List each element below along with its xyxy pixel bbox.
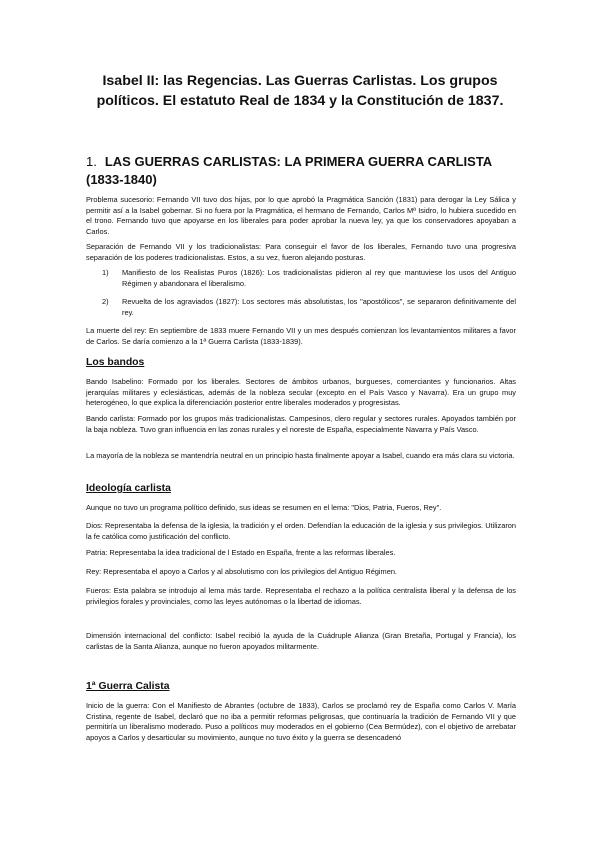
section-heading-guerras-carlistas [86, 153, 526, 189]
paragraph-patria: Patria: Representaba la idea tradicional de l Estado en España, frente a las reformas liberales. [86, 548, 396, 557]
paragraph-lema: Aunque no tuvo un programa político definido, sus ideas se resumen en el lema: "Dios, Patria, Fueros, Rey". [86, 503, 442, 512]
list-number: 2) [102, 297, 109, 306]
paragraph-problema-sucesorio: Problema sucesorio: Fernando VII tuvo dos hijas, por lo que aprobó la Pragmática Sanción (1831) para derogar la Ley Sálica y permitir así a la Isabel gobernar. Si no fuera por la Pragmática, el hermano de Fernando, Carlos Mª Isidro, lo hubiera sucedido en el trono. Fernando tuvo que apoyarse en los liberales para poder aprobar la nueva ley, ya que los conservadores apoyaban a Carlos. [86, 195, 516, 236]
list-item-text: Manifiesto de los Realistas Puros (1826): Los tradicionalistas pidieron al rey que mantuviese los usos del Antiguo Régimen y abandonara el liberalismo. [122, 268, 516, 288]
document-title: Isabel II: las Regencias. Las Guerras Carlistas. Los grupos políticos. El estatuto Real de 1834 y la Constitución de 1837. [96, 73, 504, 109]
paragraph-nobleza: La mayoría de la nobleza se mantendría neutral en un principio hasta finalmente apoyar a Isabel, cuando era más clara su victoria. [86, 451, 515, 460]
paragraph-muerte-del-rey: La muerte del rey: En septiembre de 1833 muere Fernando VII y un mes después comienzan los levantamientos militares a favor de Carlos. Se daría comienzo a la 1ª Guerra Carlista (1833-1839). [86, 326, 516, 346]
section-number: 1. [86, 154, 97, 169]
paragraph-bando-carlista: Bando carlista: Formado por los grupos más tradicionalistas. Campesinos, clero regular y sectores rurales. Apoyados también por la baja nobleza. Tuvo gran influencia en las zonas rurales y el noreste de España, especialmente Navarra y País Vasco. [86, 414, 516, 434]
section-heading-text: LAS GUERRAS CARLISTAS: LA PRIMERA GUERRA CARLISTA (1833-1840) [86, 154, 492, 187]
paragraph-separacion: Separación de Fernando VII y los tradicionalistas: Para conseguir el favor de los liberales, Fernando tuvo una progresiva separación de los poderes tradicionalistas. Estos, a su vez, fueron alejando posturas. [86, 242, 516, 262]
list-item-text: Revuelta de los agraviados (1827): Los sectores más absolutistas, los "apostólicos", se separaron definitivamente del rey. [122, 297, 516, 317]
paragraph-rey: Rey: Representaba el apoyo a Carlos y al absolutismo con los privilegios del Antiguo Régimen. [86, 567, 397, 576]
section-heading-ideologia: Ideología carlista [86, 483, 171, 494]
list-item [104, 268, 516, 289]
list-item [104, 297, 516, 318]
paragraph-dimension-internacional: Dimensión internacional del conflicto: Isabel recibió la ayuda de la Cuádruple Alianza (Gran Bretaña, Portugal y Francia), los carlistas de la Santa Alianza, aunque no fueron apoyados militarmente. [86, 631, 516, 651]
section-heading-primera-guerra: 1ª Guerra Calista [86, 681, 170, 692]
section-heading-bandos: Los bandos [86, 357, 145, 368]
list-number: 1) [102, 268, 109, 277]
paragraph-dios: Dios: Representaba la defensa de la iglesia, la tradición y el orden. Defendían la educación de la iglesia y sus privilegios. Utilizaron la fe católica como justificación del conflicto. [86, 521, 516, 541]
paragraph-bando-isabelino: Bando Isabelino: Formado por los liberales. Sectores de ámbitos urbanos, burgueses, comerciantes y funcionarios. Altas jerarquías militares y eclesiásticas, además de la nobleza secular (excepto en el País Vasco y Navarra). Era un grupo muy heterogéneo, lo que explica la diferenciación posterior entre liberales moderados y progresistas. [86, 377, 516, 408]
paragraph-inicio-guerra: Inicio de la guerra: Con el Manifiesto de Abrantes (octubre de 1833), Carlos se proclamó rey de España como Carlos V. María Cristina, regente de Isabel, declaró que no iba a permitir reformas peligrosas, que continuaría la tradición de Fernando VII y que permitiría un liberalismo moderado. Puso a políticos muy moderados en el gobierno (Cea Bermúdez), con el objetivo de arrebatar apoyos a Carlos y desarticular su movimiento, aunque no tuvo éxito y la guerra se desencadenó [86, 701, 516, 742]
paragraph-fueros: Fueros: Esta palabra se introdujo al lema más tarde. Representaba el rechazo a la política centralista liberal y la defensa de los privilegios forales y provinciales, como las leyes autónomas o la libertad de idiomas. [86, 586, 516, 606]
